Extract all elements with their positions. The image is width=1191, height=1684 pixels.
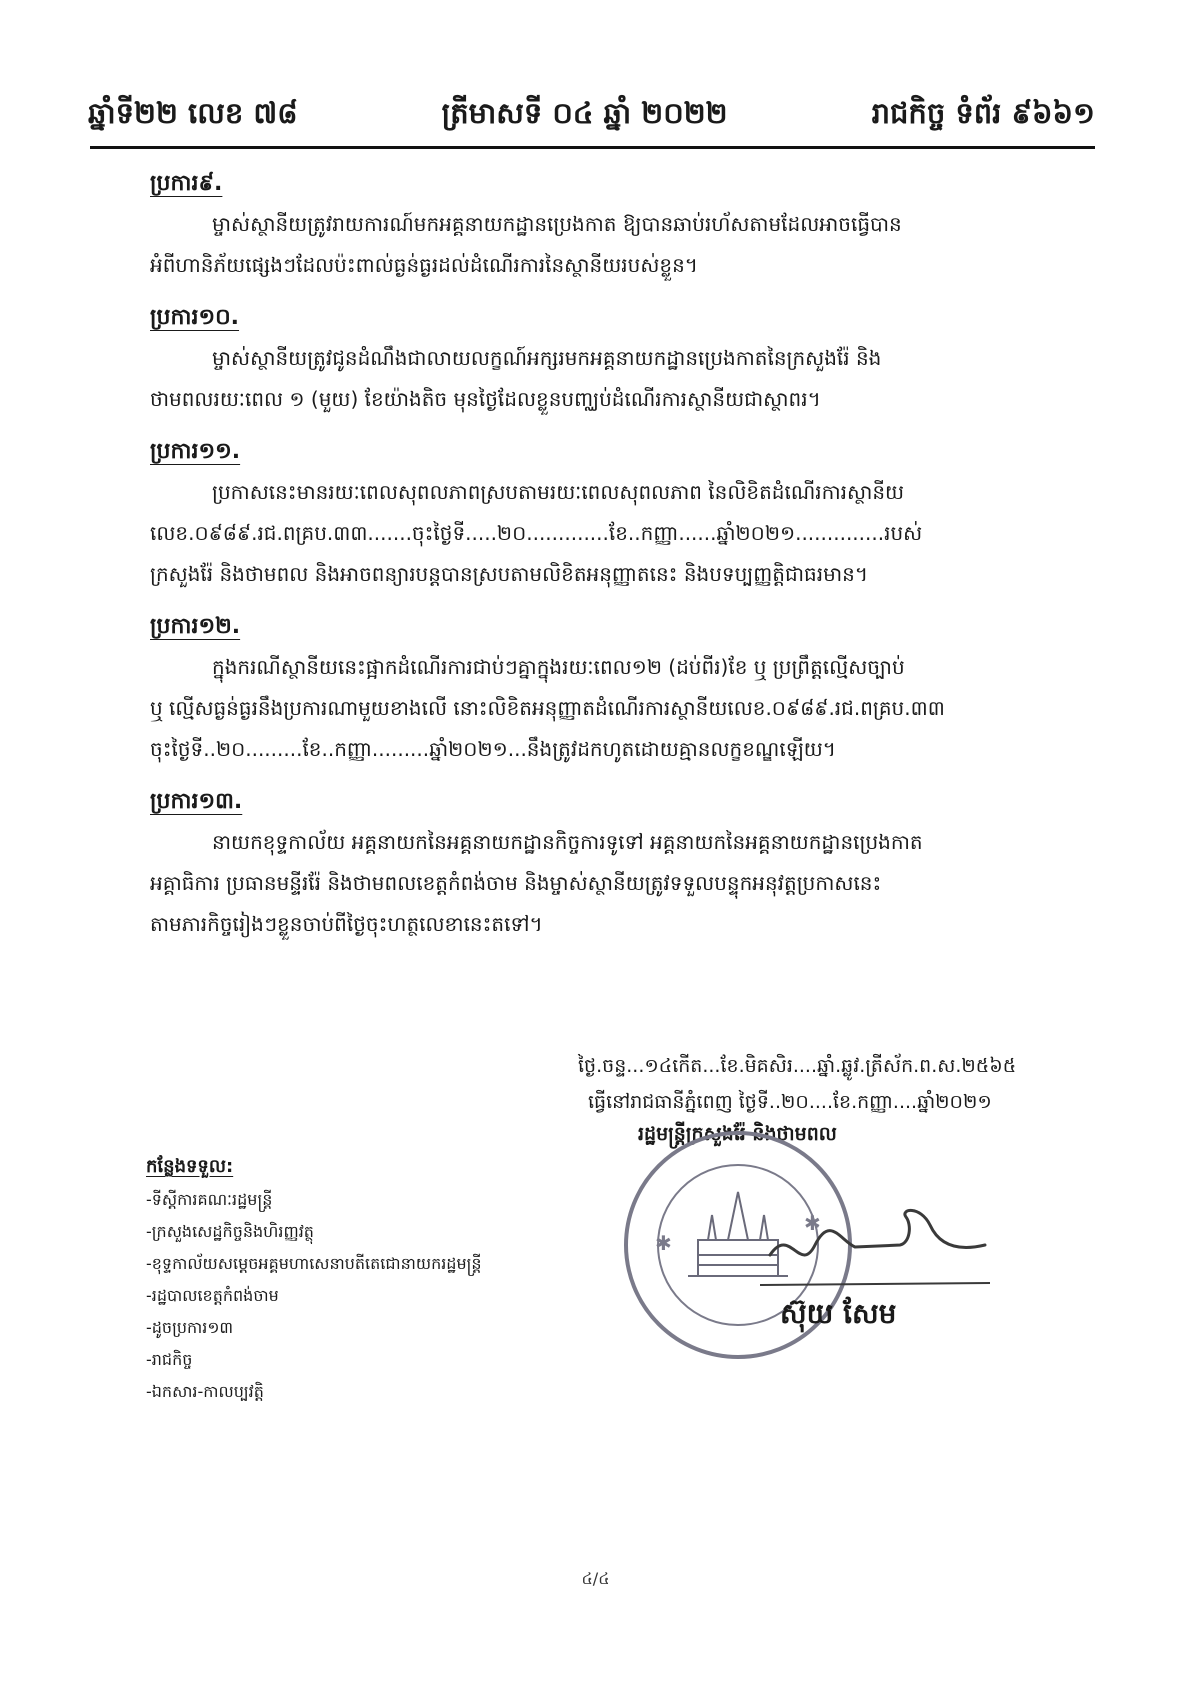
signer-name: ស៊ុយ សែម [780, 1297, 897, 1330]
article-line: ក្នុងករណីស្ថានីយនេះផ្អាកដំណើរការជាប់ៗគ្នាក្នុងរយៈពេល១២ (ដប់ពីរ)ខែ ឬ ប្រព្រឹត្តល្មើសច្បាប់ [212, 655, 905, 679]
minister-title: រដ្ឋមន្ត្រីក្រសួងរ៉ែ និងថាមពល [638, 1123, 837, 1145]
svg-text:✱: ✱ [804, 1211, 821, 1235]
article-title: ប្រការ១២. [150, 614, 241, 639]
header-quarter: ត្រីមាសទី ០៤ ឆ្នាំ ២០២២ [441, 96, 728, 130]
header-divider [90, 146, 1095, 149]
article-line: លេខ.០៩៨៩.រជ.ពគ្រប.៣៣.......ចុះថ្ងៃទី.....២០.............ខែ..កញ្ញា......ឆ្នាំ២០២១..............របស់ [150, 521, 923, 545]
signature-icon [760, 1185, 1000, 1295]
article-13 [150, 786, 1091, 945]
article-line: អគ្គាធិការ ប្រធានមន្ទីររ៉ែ និងថាមពលខេត្តកំពង់ចាម និងម្ចាស់ស្ថានីយត្រូវទទួលបន្ទុកអនុវត្តប្រកាសនេះ [150, 871, 882, 895]
lunar-date: ថ្ងៃ.ចន្ទ...១៤កើត...ខែ.មិគសិរ....ឆ្នាំ.ឆ្លូវ.ត្រីស័ក.ព.ស.២៥៦៥ [578, 1055, 1017, 1077]
article-9 [150, 168, 1091, 286]
article-12 [150, 611, 1091, 770]
recipient-item: -ក្រសួងសេដ្ឋកិច្ចនិងហិរញ្ញវត្ថុ [146, 1222, 314, 1241]
article-line: ប្រកាសនេះមានរយៈពេលសុពលភាពស្របតាមរយៈពេលសុពលភាព នៃលិខិតដំណើរការស្ថានីយ [212, 480, 905, 504]
article-line: ថាមពលរយៈពេល ១ (មួយ) ខែយ៉ាងតិច មុនថ្ងៃដែលខ្លួនបញ្ឈប់ដំណើរការស្ថានីយជាស្ថាពរ។ [150, 387, 821, 411]
page-number: ៤/៤ [581, 1569, 610, 1588]
document-body [150, 168, 1091, 961]
header-issue: ឆ្នាំទី២២ លេខ ៧៨ [88, 96, 298, 130]
article-line: ឬ ល្មើសធ្ងន់ធ្ងរនឹងប្រការណាមួយខាងលើ នោះលិខិតអនុញ្ញាតដំណើរការស្ថានីយលេខ.០៩៨៩.រជ.ពគ្រប.៣៣ [150, 696, 945, 720]
article-title: ប្រការ៩. [150, 171, 223, 196]
date-block [578, 1048, 1098, 1120]
article-title: ប្រការ១១. [150, 439, 241, 464]
article-line: ម្ចាស់ស្ថានីយត្រូវរាយការណ៍មកអគ្គនាយកដ្ឋានប្រេងកាត ឱ្យបានឆាប់រហ័សតាមដែលអាចធ្វើបាន [212, 212, 902, 236]
recipients-list [146, 1150, 482, 1408]
article-line: ក្រសួងរ៉ែ និងថាមពល និងអាចពន្យារបន្តបានស្របតាមលិខិតអនុញ្ញាតនេះ និងបទប្បញ្ញត្តិជាធរមាន។ [150, 562, 868, 586]
recipient-item: -រាជកិច្ច [146, 1350, 193, 1369]
solar-date: ធ្វើនៅរាជធានីភ្នំពេញ ថ្ងៃទី..២០....ខែ.កញ្ញា....ឆ្នាំ២០២១ [588, 1091, 992, 1113]
article-line: តាមភារកិច្ចរៀងៗខ្លួនចាប់ពីថ្ងៃចុះហត្ថលេខានេះតទៅ។ [150, 912, 543, 936]
article-title: ប្រការ១០. [150, 305, 240, 330]
header-page: រាជកិច្ច ទំព័រ ៩៦៦១ [871, 96, 1095, 130]
gazette-header [88, 88, 1095, 146]
article-line: ម្ចាស់ស្ថានីយត្រូវជូនដំណឹងជាលាយលក្ខណ៍អក្សរមកអគ្គនាយកដ្ឋានប្រេងកាតនៃក្រសួងរ៉ែ និង [212, 346, 882, 370]
article-line: នាយកខុទ្ទកាល័យ អគ្គនាយកនៃអគ្គនាយកដ្ឋានកិច្ចការទូទៅ អគ្គនាយកនៃអគ្គនាយកដ្ឋានប្រេងកាត [212, 830, 923, 854]
recipient-item: -រដ្ឋបាលខេត្តកំពង់ចាម [146, 1286, 279, 1305]
article-10 [150, 302, 1091, 420]
recipient-item: -ទីស្តីការគណៈរដ្ឋមន្ត្រី [146, 1190, 273, 1209]
svg-text:✱: ✱ [655, 1231, 672, 1255]
article-line: អំពីហានិភ័យផ្សេងៗដែលប៉ះពាល់ធ្ងន់ធ្ងរដល់ដំណើរការនៃស្ថានីយរបស់ខ្លួន។ [150, 253, 698, 277]
article-11 [150, 436, 1091, 595]
recipient-item: -ខុទ្ទកាល័យសម្តេចអគ្គមហាសេនាបតីតេជោនាយករដ្ឋមន្ត្រី [146, 1254, 482, 1273]
recipients-title: កន្លែងទទួល: [146, 1156, 234, 1177]
article-title: ប្រការ១៣. [150, 789, 243, 814]
article-line: ចុះថ្ងៃទី..២០.........ខែ..កញ្ញា.........ឆ្នាំ២០២១...នឹងត្រូវដកហូតដោយគ្មានលក្ខខណ្ឌឡើយ។ [150, 737, 836, 761]
recipient-item: -ឯកសារ-កាលប្បវត្តិ [146, 1382, 264, 1401]
recipient-item: -ដូចប្រការ១៣ [146, 1318, 234, 1337]
